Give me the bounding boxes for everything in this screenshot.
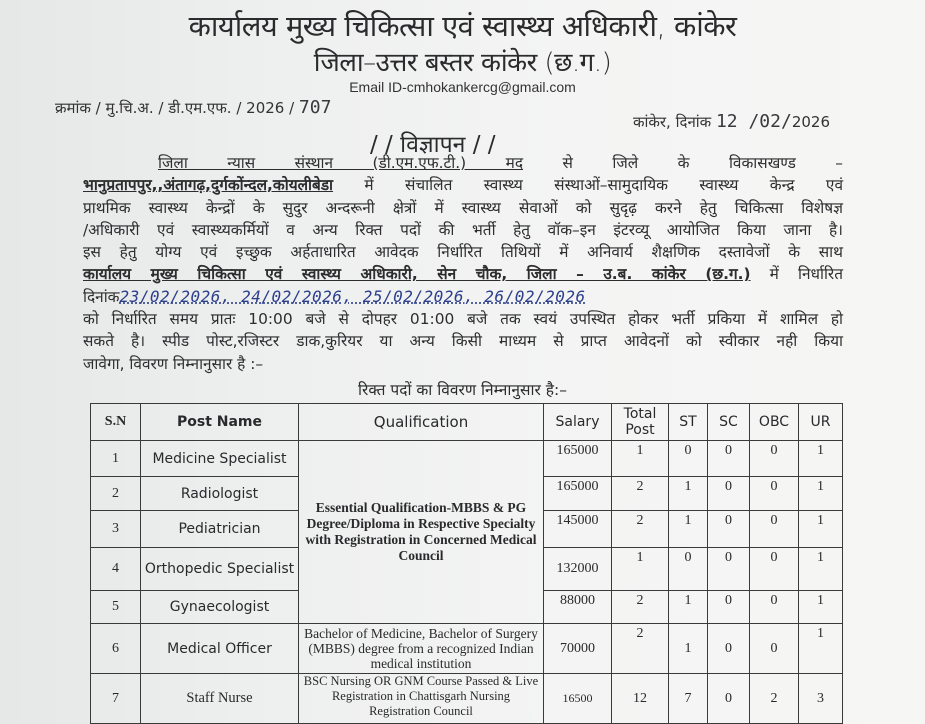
- body-line-2: भानुप्रतापपुर,,अंतागढ़,दुर्गकोंन्दल,कोयलीबेडा में संचालित स्वास्थ्य संस्थाओं–सामुदायिक स्वास्थ्य केन्द्र एवं: [83, 176, 843, 195]
- body-line-5: इस हेतु योग्य एवं इच्छुक अर्हताधारित आवेदक निर्धारित तिथियों में अनिवार्य शैक्षणिक दस्तावेजों के साथ: [83, 243, 843, 262]
- reference-number-handwritten: 707: [298, 97, 332, 118]
- reference-number-line: [55, 97, 331, 118]
- header-post-name: Post Name: [141, 404, 299, 441]
- table-row: 6 Medical Officer Bachelor of Medicine, Bachelor of Surgery (MBBS) degree from a recognized Indian medical institution 70000 2 1 0 0 1: [91, 624, 843, 674]
- header-st: ST: [669, 404, 708, 441]
- header-salary: Salary: [544, 404, 612, 441]
- table-row: 2 Radiologist 165000 2 1 0 0 1: [91, 477, 843, 511]
- header-total-post: Total Post: [612, 404, 669, 441]
- date-line: [633, 111, 830, 132]
- reference-prefix: क्रमांक / मु.चि.अ. / डी.एम.एफ. / 2026 /: [55, 99, 299, 117]
- table-row: 7 Staff Nurse BSC Nursing OR GNM Course Passed & Live Registration in Chattisgarh Nursing Registration Council 16500 12 7 0 2 3: [91, 674, 843, 724]
- header-obc: OBC: [750, 404, 799, 441]
- date-handwritten: 12 /02/: [715, 111, 792, 132]
- notice-body: [83, 152, 843, 375]
- notice-title: / / विज्ञापन / /: [370, 132, 496, 158]
- body-line-10: जावेगा, विवरण निम्नानुसार है :–: [83, 354, 264, 373]
- body-line-7: दिनांक23/02/2026, 24/02/2026, 25/02/2026, 26/02/2026: [83, 286, 586, 306]
- vacancy-table: [90, 403, 843, 724]
- specialist-qualification-cell: Essential Qualification-MBBS & PG Degree/Diploma in Respective Specialty with Registration in Concerned Medical Council: [299, 441, 544, 624]
- table-row: 3 Pediatrician 145000 2 1 0 0 1: [91, 511, 843, 548]
- body-line-1: जिला न्यास संस्थान (डी.एम.एफ.टी.) मद से जिले के विकासखण्ड –: [158, 154, 843, 172]
- interview-dates-handwritten: 23/02/2026, 24/02/2026, 25/02/2026, 26/02/2026: [119, 286, 586, 306]
- header-qualification: Qualification: [299, 404, 544, 441]
- district-title: जिला–उत्तर बस्तर कांकेर (छ.ग.): [313, 48, 612, 78]
- body-line-4: /अधिकारी एवं स्वास्थ्यकर्मियों व अन्य रिक्त पदों की भर्ती हेतु वॉक–इन इंटरव्यू आयोजित किया जाना है।: [83, 220, 843, 239]
- table-row: 5 Gynaecologist 88000 2 1 0 0 1: [91, 591, 843, 624]
- header-sc: SC: [708, 404, 750, 441]
- table-header-row: [91, 404, 843, 441]
- email-line: Email ID-cmhokankercg@gmail.com: [349, 79, 576, 95]
- header-sn: S.N: [91, 404, 141, 441]
- body-line-9: सकते है। स्पीड पोस्ट,रजिस्टर डाक,कुरियर या अन्य किसी माध्यम से प्राप्त आवेदनों को स्वीकार नही किया: [83, 332, 843, 351]
- header-ur: UR: [799, 404, 843, 441]
- body-line-6: कार्यालय मुख्य चिकित्सा एवं स्वास्थ्य अधिकारी, सेन चौक, जिला – उ.ब. कांकेर (छ.ग.) में निर्धारित: [83, 265, 843, 284]
- office-title: कार्यालय मुख्य चिकित्सा एवं स्वास्थ्य अधिकारी, कांकेर: [188, 9, 737, 43]
- table-row: 4 Orthopedic Specialist 132000 1 0 0 0 1: [91, 548, 843, 591]
- body-line-8: को निर्धारित समय प्रातः 10:00 बजे से दोपहर 01:00 बजे तक स्वयं उपस्थित होकर भर्ती प्रकिया में शामिल हो: [83, 310, 843, 329]
- table-row: 1 Medicine Specialist Essential Qualification-MBBS & PG Degree/Diploma in Respective Specialty with Registration in Concerned Medical Council 165000 1 0 0 0 1: [91, 441, 843, 477]
- date-prefix: कांकेर, दिनांक: [633, 113, 716, 131]
- table-caption: रिक्त पदों का विवरण निम्नानुसार है:–: [358, 381, 567, 399]
- body-line-3: प्राथमिक स्वास्थ्य केन्द्रों के सुदुर अन्दरूनी क्षेत्रों में स्वास्थ्य सेवाओं को सुदृढ़ करने हेतु चिकित्सा विशेषज्ञ: [83, 198, 843, 217]
- date-year: 2026: [791, 113, 830, 131]
